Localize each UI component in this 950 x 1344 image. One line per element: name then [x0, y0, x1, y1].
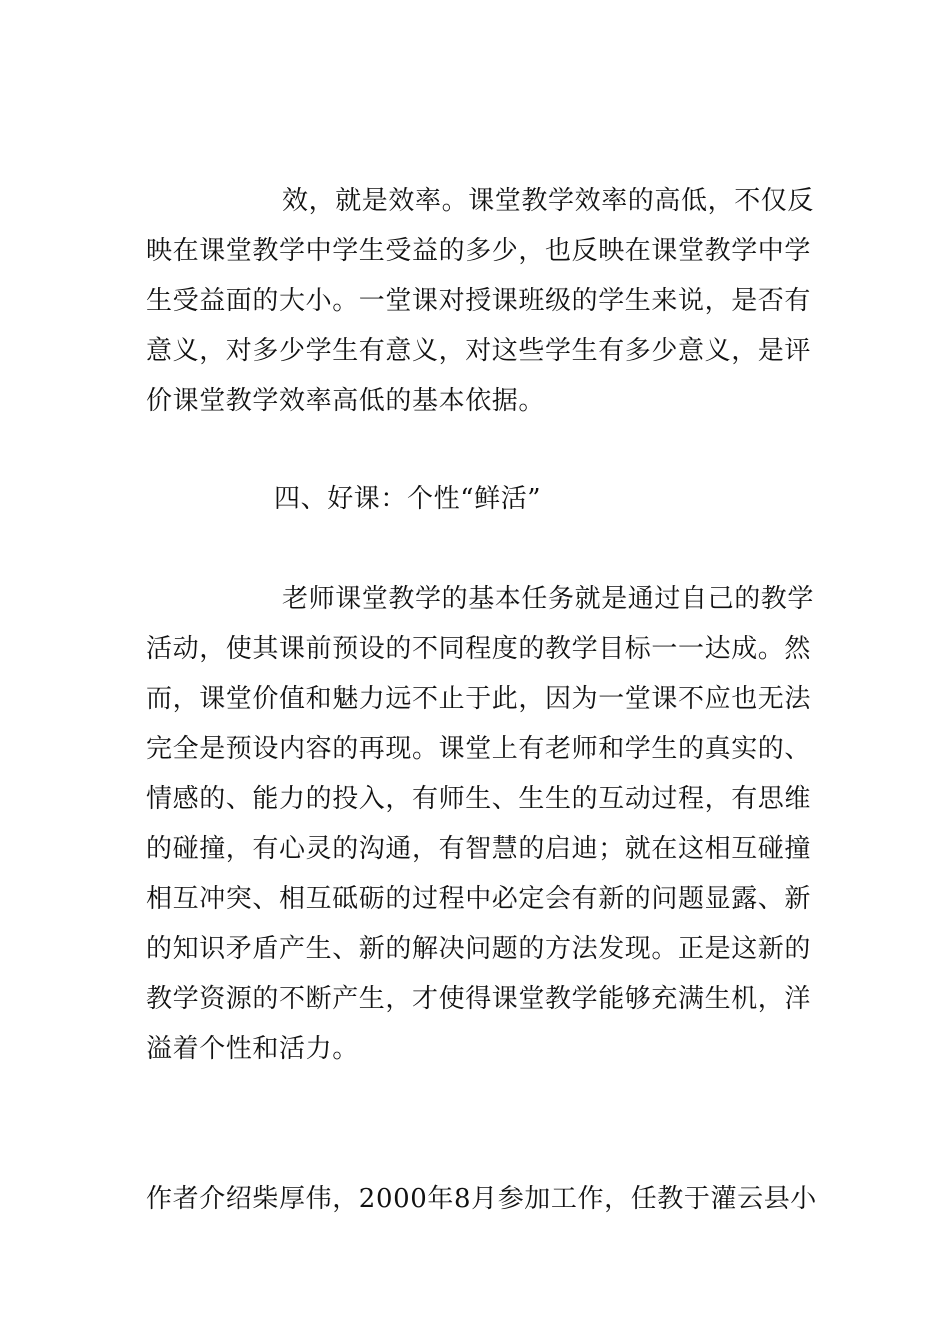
paragraph-1-line-5: 价课堂教学效率高低的基本依据。 — [146, 386, 546, 416]
paragraph-1-line-3: 生受益面的大小。一堂课对授课班级的学生来说，是否有 — [146, 286, 812, 316]
paragraph-2-line-5: 情感的、能力的投入，有师生、生生的互动过程，有思维 — [146, 784, 812, 814]
paragraph-2-line-4: 完全是预设内容的再现。课堂上有老师和学生的真实的、 — [146, 734, 812, 764]
paragraph-2-line-6: 的碰撞，有心灵的沟通，有智慧的启迪；就在这相互碰撞 — [146, 834, 812, 864]
paragraph-1-line-2: 映在课堂教学中学生受益的多少，也反映在课堂教学中学 — [146, 236, 812, 266]
paragraph-2-line-10: 溢着个性和活力。 — [146, 1034, 359, 1064]
paragraph-1-line-1: 效，就是效率。课堂教学效率的高低，不仅反 — [282, 186, 815, 216]
paragraph-2-line-3: 而，课堂价值和魅力远不止于此，因为一堂课不应也无法 — [146, 684, 812, 714]
paragraph-1-line-4: 意义，对多少学生有意义，对这些学生有多少意义，是评 — [146, 336, 812, 366]
paragraph-2-line-1: 老师课堂教学的基本任务就是通过自己的教学 — [282, 584, 815, 614]
author-intro-line: 作者介绍柴厚伟，2000年8月参加工作，任教于灌云县小 — [146, 1184, 817, 1214]
paragraph-2-line-2: 活动，使其课前预设的不同程度的教学目标一一达成。然 — [146, 634, 812, 664]
paragraph-2-line-7: 相互冲突、相互砥砺的过程中必定会有新的问题显露、新 — [146, 884, 812, 914]
section-heading: 四、好课：个性“鲜活” — [274, 484, 542, 514]
paragraph-2-line-9: 教学资源的不断产生，才使得课堂教学能够充满生机，洋 — [146, 984, 812, 1014]
paragraph-2-line-8: 的知识矛盾产生、新的解决问题的方法发现。正是这新的 — [146, 934, 812, 964]
